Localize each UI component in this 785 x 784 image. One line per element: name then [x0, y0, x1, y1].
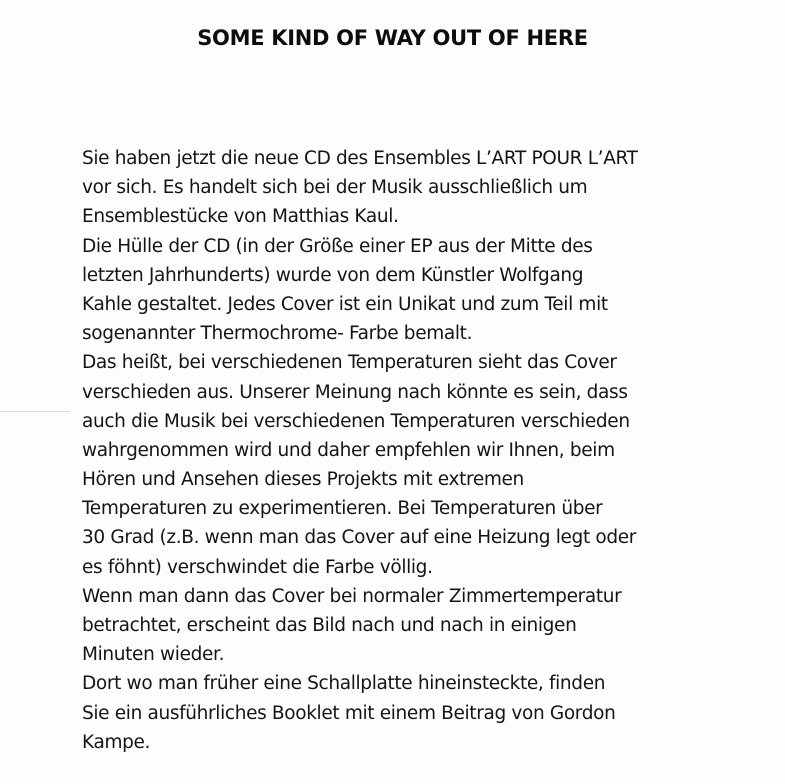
text-line: verschieden aus. Unserer Meinung nach könnte es sein, dass [82, 381, 628, 403]
text-line: Ensemblestücke von Matthias Kaul. [82, 206, 399, 228]
text-line: auch die Musik bei verschiedenen Temperaturen verschieden [82, 410, 630, 432]
text-line: Minuten wieder. [82, 644, 225, 666]
text-line: Kampe. [82, 731, 151, 753]
text-line: Sie haben jetzt die neue CD des Ensembles L’ART POUR L’ART [82, 148, 638, 169]
text-line: betrachtet, erscheint das Bild nach und nach in einigen [82, 615, 577, 636]
text-line: Hören und Ansehen dieses Projekts mit extremen [82, 469, 524, 491]
scan-artifact-line [0, 411, 70, 412]
text-line: vor sich. Es handelt sich bei der Musik ausschließlich um [82, 177, 588, 199]
text-line: Dort wo man früher eine Schallplatte hineinsteckte, finden [82, 673, 606, 695]
body-text [82, 144, 742, 757]
text-line: 30 Grad (z.B. wenn man das Cover auf eine Heizung legt oder [82, 527, 637, 549]
page-title: SOME KIND OF WAY OUT OF HERE [197, 26, 588, 50]
text-line: Das heißt, bei verschiedenen Temperaturen sieht das Cover [82, 352, 617, 374]
text-line: wahrgenommen wird und daher empfehlen wir Ihnen, beim [82, 439, 615, 461]
text-line: Temperaturen zu experimentieren. Bei Temperaturen über [82, 498, 603, 520]
text-line: letzten Jahrhunderts) wurde von dem Künstler Wolfgang [82, 264, 584, 286]
text-line: Die Hülle der CD (in der Größe einer EP aus der Mitte des [82, 235, 593, 257]
text-line: sogenannter Thermochrome- Farbe bemalt. [82, 323, 473, 345]
text-line: Wenn man dann das Cover bei normaler Zimmertemperatur [82, 585, 622, 607]
text-line: Kahle gestaltet. Jedes Cover ist ein Unikat und zum Teil mit [82, 293, 608, 315]
text-line: Sie ein ausführliches Booklet mit einem Beitrag von Gordon [82, 702, 616, 724]
text-line: es föhnt) verschwindet die Farbe völlig. [82, 556, 433, 578]
